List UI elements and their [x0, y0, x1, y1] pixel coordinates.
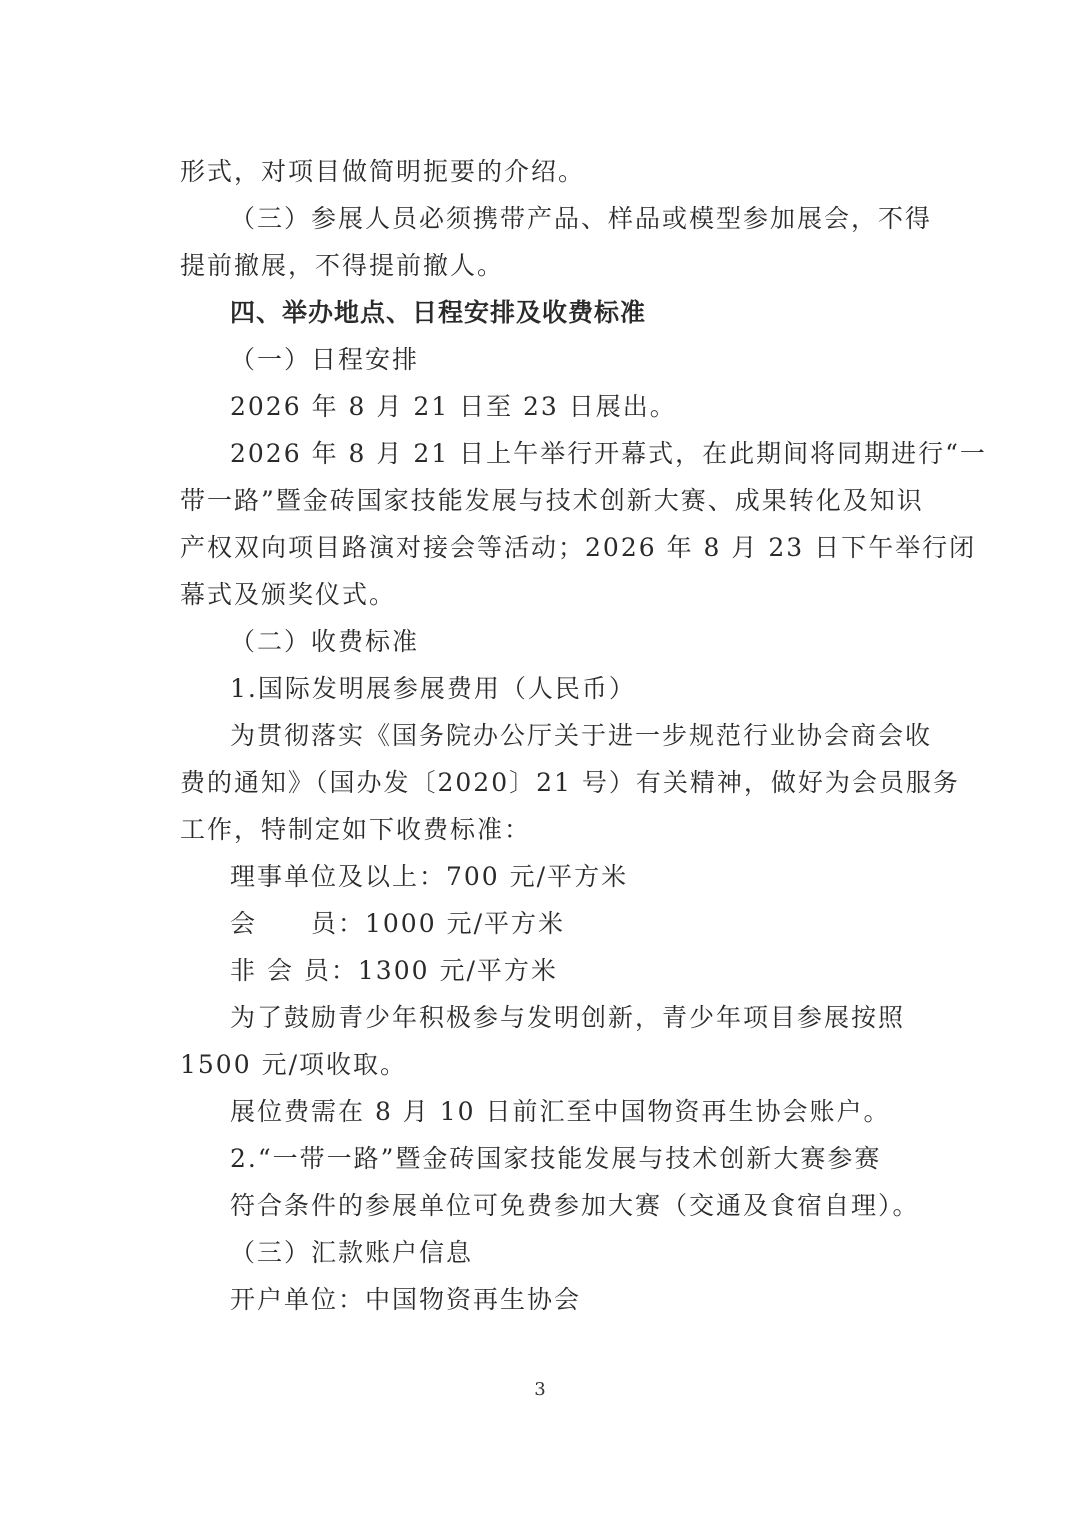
- paragraph-line: 2026 年 8 月 21 日至 23 日展出。: [230, 392, 677, 421]
- paragraph-line: 形式，对项目做简明扼要的介绍。: [180, 157, 586, 186]
- paragraph-line: 1500 元/项收取。: [180, 1050, 407, 1079]
- subsection-heading: （一）日程安排: [230, 345, 420, 374]
- section-heading: 四、举办地点、日程安排及收费标准: [230, 298, 647, 327]
- subsection-heading: （二）收费标准: [230, 627, 420, 656]
- paragraph-line: 提前撤展，不得提前撤人。: [180, 251, 505, 280]
- paragraph-line: 幕式及颁奖仪式。: [180, 580, 397, 609]
- paragraph-line: 产权双向项目路演对接会等活动；2026 年 8 月 23 日下午举行闭: [180, 533, 977, 562]
- paragraph-line: 为贯彻落实《国务院办公厅关于进一步规范行业协会商会收: [230, 721, 933, 750]
- paragraph-line: 1.国际发明展参展费用（人民币）: [230, 674, 636, 703]
- subsection-heading: （三）汇款账户信息: [230, 1238, 474, 1267]
- paragraph-line: 2.“一带一路”暨金砖国家技能发展与技术创新大赛参赛: [230, 1144, 882, 1173]
- paragraph-line: 费的通知》（国办发〔2020〕21 号）有关精神，做好为会员服务: [180, 768, 960, 797]
- fee-item: 会 员：1000 元/平方米: [230, 909, 565, 938]
- paragraph-line: 开户单位：中国物资再生协会: [230, 1285, 582, 1314]
- paragraph-line: 展位费需在 8 月 10 日前汇至中国物资再生协会账户。: [230, 1097, 891, 1126]
- fee-item: 非 会 员：1300 元/平方米: [230, 956, 558, 985]
- page-number: 3: [534, 1379, 546, 1400]
- paragraph-line: 符合条件的参展单位可免费参加大赛（交通及食宿自理）。: [230, 1191, 920, 1220]
- fee-item: 理事单位及以上：700 元/平方米: [230, 862, 629, 891]
- paragraph-line: 2026 年 8 月 21 日上午举行开幕式，在此期间将同期进行“一: [230, 439, 987, 468]
- paragraph-line: 为了鼓励青少年积极参与发明创新，青少年项目参展按照: [230, 1003, 906, 1032]
- paragraph-line: （三）参展人员必须携带产品、样品或模型参加展会，不得: [230, 204, 933, 233]
- paragraph-line: 带一路”暨金砖国家技能发展与技术创新大赛、成果转化及知识: [180, 486, 924, 515]
- paragraph-line: 工作，特制定如下收费标准：: [180, 815, 532, 844]
